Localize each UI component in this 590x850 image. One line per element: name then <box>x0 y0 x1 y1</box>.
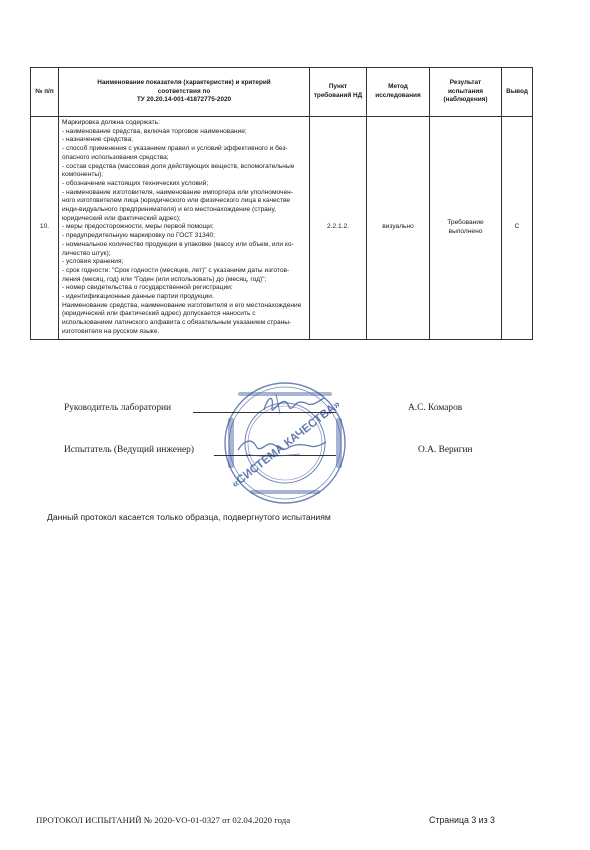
requirement-line: - предупредительную маркировку по ГОСТ 31340; <box>62 232 215 240</box>
header-name-line1: Наименование показателя (характеристик) и критерий <box>97 79 271 87</box>
row-result: Требование выполнено <box>430 117 502 340</box>
requirement-line: - меры предосторожности, меры первой помощи; <box>62 223 214 231</box>
row-point: 2.2.1.2. <box>310 117 367 340</box>
head-signature <box>258 388 328 420</box>
footer-protocol-title: ПРОТОКОЛ ИСПЫТАНИЙ № 2020-VO-01-0327 от 02.04.2020 года <box>36 815 291 825</box>
tester-name: О.А. Веригин <box>418 445 473 455</box>
table-row <box>31 117 533 340</box>
header-name-line3: ТУ 20.20.14-001-41872775-2020 <box>136 96 232 104</box>
requirement-line: - срок годности: "Срок годности (месяцев, лет)" с указанием даты изготов-ления (месяц, год) или "Годен (или использовать) до (месяц, год)"; <box>62 266 290 283</box>
requirement-line: - условия хранения; <box>62 258 124 266</box>
row-method: визуально <box>367 117 430 340</box>
stamp-text: «СИСТЕМА КАЧЕСТВА» <box>229 398 343 491</box>
table-header-row <box>31 68 533 117</box>
requirement-line: - состав средства (массовая доля действующих веществ, вспомогательные компоненты); <box>62 162 295 179</box>
row-requirement <box>59 117 310 340</box>
requirement-line: - идентификационные данные партии продукции. <box>62 293 214 301</box>
requirement-line: - наименование изготовителя, наименование импортера или уполномочен-ного изготовителем лица (юридического или физического лица в качестве инди-видуального предпринимателя) и его местонахождение (страну, юридический или фактический адрес); <box>62 188 293 222</box>
requirement-line: Наименование средства, наименование изготовителя и его местонахождение (юридический или фактический адрес) допускается наносить с использованием латинского алфавита с обязательным указанием страны-изготовителя на русском языке. <box>62 301 302 335</box>
head-name: А.С. Комаров <box>408 403 463 413</box>
header-name <box>59 68 310 117</box>
row-num: 10. <box>31 117 59 340</box>
header-result: Результат испытания (наблюдения) <box>430 68 502 117</box>
requirement-line: - наименование средства, включая торговое наименование; <box>62 127 247 135</box>
header-method: Метод исследования <box>367 68 430 117</box>
requirement-line: Маркировка должна содержать: <box>62 119 160 126</box>
footer-page-number: Страница 3 из 3 <box>429 815 495 825</box>
row-conclusion: С <box>502 117 533 340</box>
requirement-line: - обозначение настоящих технических условий; <box>62 179 209 187</box>
requirement-line: - номинальное количество продукции в упаковке (массу или объем, или ко-личество штук); <box>62 240 294 257</box>
requirement-line: - способ применения с указанием правил и условий эффективного и без-опасного использования средства; <box>62 145 288 161</box>
protocol-note: Данный протокол касается только образца, подвергнутого испытаниям <box>47 512 331 522</box>
requirement-line: - номер свидетельства о государственной регистрации; <box>62 284 233 292</box>
requirement-line: - назначение средства; <box>62 136 133 144</box>
header-num: № п/п <box>31 68 59 117</box>
header-name-line2: соответствия по <box>157 87 211 95</box>
tester-signature <box>232 430 328 464</box>
header-conclusion: Вывод <box>502 68 533 117</box>
tester-label: Испытатель (Ведущий инженер) <box>64 445 194 455</box>
header-point: Пункт требований НД <box>310 68 367 117</box>
test-results-table <box>30 67 533 340</box>
head-label: Руководитель лаборатории <box>64 403 172 413</box>
